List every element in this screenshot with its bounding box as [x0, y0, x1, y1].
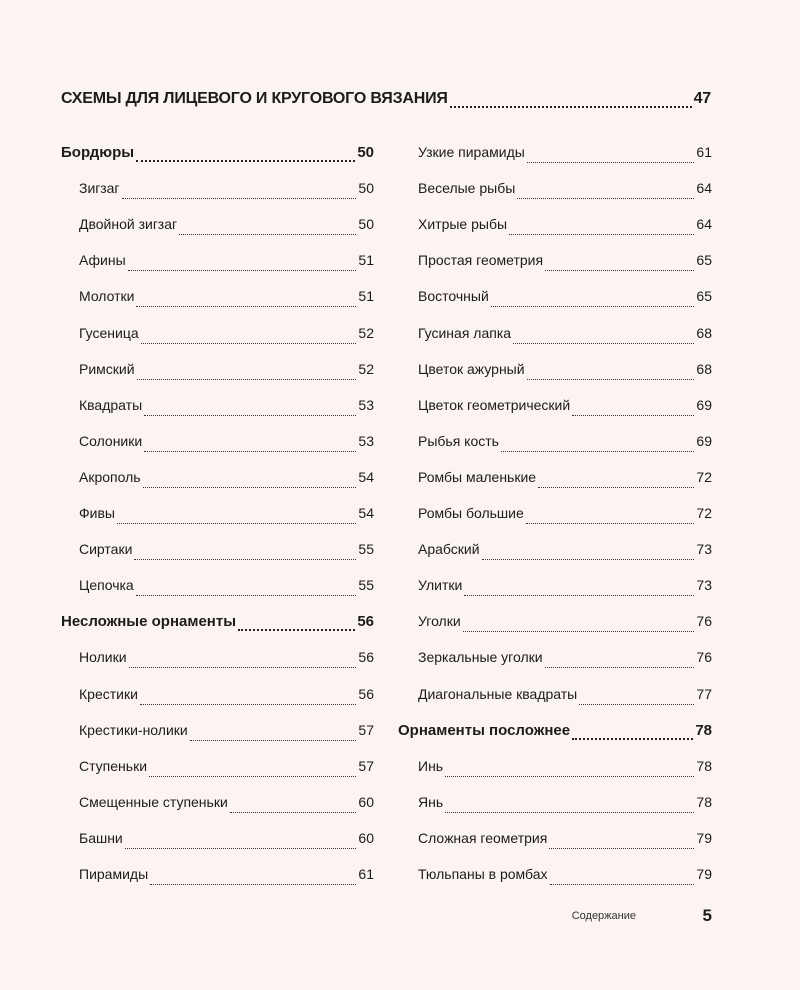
- toc-entry-label: Афины: [79, 252, 126, 269]
- toc-entry-label: Цепочка: [79, 577, 134, 594]
- toc-entry-page: 68: [696, 324, 712, 341]
- toc-entry-label: Цветок ажурный: [418, 360, 525, 377]
- toc-entry-label: Восточный: [418, 288, 489, 305]
- toc-entry-page: 52: [358, 360, 374, 377]
- toc-entry: [79, 469, 374, 491]
- toc-entry: [79, 577, 374, 599]
- toc-entry-page: 76: [696, 649, 712, 666]
- toc-entry-label: Крестики-нолики: [79, 721, 188, 738]
- dot-leader: [143, 487, 357, 488]
- toc-entry: [79, 866, 374, 888]
- toc-entry-label: Зигзаг: [79, 180, 120, 197]
- toc-entry: [418, 577, 712, 599]
- toc-entry-label: Римский: [79, 360, 135, 377]
- toc-entry-label: Крестики: [79, 685, 138, 702]
- toc-entry-label: Ромбы большие: [418, 505, 524, 521]
- toc-entry-page: 60: [358, 793, 374, 810]
- toc-entry-label: Двойной зигзаг: [79, 216, 178, 233]
- dot-leader: [125, 848, 357, 849]
- dot-leader: [128, 270, 357, 271]
- dot-leader: [140, 704, 357, 705]
- dot-leader: [527, 162, 695, 163]
- toc-entry-label: Несложные орнаменты: [61, 613, 237, 631]
- footer-page-number: 5: [702, 906, 712, 925]
- dot-leader: [238, 629, 355, 631]
- toc-entry: [418, 866, 712, 888]
- toc-entry: [418, 288, 712, 310]
- toc-entry-label: Веселые рыбы: [418, 180, 516, 197]
- toc-entry: [418, 794, 712, 816]
- toc-entry-page: 77: [696, 685, 712, 702]
- dot-leader: [450, 106, 692, 108]
- toc-entry: [79, 180, 374, 202]
- toc-entry: [79, 433, 374, 455]
- toc-entry-page: 69: [696, 396, 712, 413]
- toc-entry: [418, 361, 712, 383]
- toc-entry: [418, 505, 712, 527]
- toc-entry: [418, 469, 712, 491]
- toc-entry-label: Пирамиды: [79, 866, 149, 882]
- toc-entry-page: 51: [358, 252, 374, 269]
- toc-entry-label: Бордюры: [61, 144, 135, 161]
- dot-leader: [136, 595, 357, 596]
- dot-leader: [509, 234, 694, 235]
- dot-leader: [230, 812, 357, 813]
- toc-entry: [79, 722, 374, 744]
- dot-leader: [491, 306, 695, 307]
- toc-entry: [79, 758, 374, 780]
- toc-entry: [79, 361, 374, 383]
- toc-entry-page: 65: [696, 288, 712, 305]
- toc-entry-page: 73: [696, 541, 712, 558]
- toc-entry-label: Янь: [418, 793, 444, 810]
- dot-leader: [463, 631, 695, 632]
- toc-entry-page: 79: [696, 866, 712, 882]
- toc-entry-page: 56: [357, 613, 374, 631]
- toc-entry-label: Ромбы маленькие: [418, 468, 537, 485]
- toc-entry: [418, 613, 712, 635]
- toc-entry: [79, 794, 374, 816]
- dot-leader: [136, 306, 356, 307]
- dot-leader: [538, 487, 694, 488]
- toc-entry-page: 69: [696, 432, 712, 449]
- toc-entry-label: Гусеница: [79, 324, 139, 341]
- toc-entry-page: 55: [358, 577, 374, 594]
- toc-entry-page: 76: [696, 613, 712, 630]
- toc-entry-page: 65: [696, 252, 712, 269]
- toc-entry-label: Акрополь: [79, 468, 141, 485]
- dot-leader: [517, 198, 694, 199]
- dot-leader: [134, 559, 356, 560]
- toc-entry: [418, 541, 712, 563]
- toc-entry: [79, 216, 374, 238]
- dot-leader: [129, 667, 357, 668]
- dot-leader: [572, 415, 694, 416]
- toc-entry-page: 52: [358, 324, 374, 341]
- toc-entry: [418, 325, 712, 347]
- toc-entry-page: 53: [358, 396, 374, 413]
- toc-entry: [418, 433, 712, 455]
- toc-entry: [418, 144, 712, 166]
- toc-entry: [418, 397, 712, 419]
- dot-leader: [482, 559, 695, 560]
- dot-leader: [122, 198, 357, 199]
- toc-entry-page: 54: [358, 505, 374, 521]
- toc-entry-label: Рыбья кость: [418, 432, 499, 449]
- toc-entry-page: 64: [696, 216, 712, 233]
- toc-entry-page: 53: [358, 432, 374, 449]
- toc-heading-entry: [61, 613, 374, 635]
- toc-entry-page: 56: [358, 649, 374, 666]
- dot-leader: [179, 234, 356, 235]
- toc-entry-label: Тюльпаны в ромбах: [418, 866, 548, 882]
- toc-entry: [79, 252, 374, 274]
- toc-entry-page: 54: [358, 468, 374, 485]
- toc-entry: [79, 505, 374, 527]
- section-title-page: 47: [693, 90, 711, 107]
- toc-entry-label: Сиртаки: [79, 541, 133, 558]
- toc-entry-page: 61: [358, 866, 374, 882]
- dot-leader: [545, 667, 695, 668]
- toc-entry-page: 61: [696, 144, 712, 160]
- toc-entry-label: Хитрые рыбы: [418, 216, 508, 233]
- toc-entry-label: Квадраты: [79, 396, 143, 413]
- toc-entry: [79, 686, 374, 708]
- toc-entry-label: Ступеньки: [79, 757, 148, 774]
- toc-entry: [418, 830, 712, 852]
- dot-leader: [526, 523, 695, 524]
- toc-entry-label: Узкие пирамиды: [418, 144, 525, 160]
- toc-entry: [418, 649, 712, 671]
- dot-leader: [150, 884, 356, 885]
- dot-leader: [445, 776, 694, 777]
- toc-entry-page: 78: [696, 757, 712, 774]
- toc-heading-entry: [61, 144, 374, 166]
- toc-entry: [418, 758, 712, 780]
- toc-heading-entry: [398, 722, 712, 744]
- dot-leader: [572, 738, 693, 740]
- toc-entry-label: Арабский: [418, 541, 480, 558]
- dot-leader: [545, 270, 694, 271]
- toc-entry-label: Гусиная лапка: [418, 324, 512, 341]
- toc-entry: [418, 180, 712, 202]
- toc-entry-page: 57: [358, 721, 374, 738]
- dot-leader: [445, 812, 694, 813]
- dot-leader: [513, 343, 694, 344]
- toc-entry-page: 56: [358, 685, 374, 702]
- dot-leader: [117, 523, 356, 524]
- toc-entry-page: 51: [358, 288, 374, 305]
- toc-entry-page: 50: [357, 144, 374, 161]
- toc-entry-page: 64: [696, 180, 712, 197]
- dot-leader: [501, 451, 694, 452]
- dot-leader: [550, 884, 695, 885]
- toc-entry-page: 50: [358, 216, 374, 233]
- toc-entry-label: Сложная геометрия: [418, 829, 548, 846]
- toc-entry: [418, 686, 712, 708]
- dot-leader: [527, 379, 695, 380]
- toc-entry: [418, 216, 712, 238]
- page-footer: [0, 906, 800, 928]
- dot-leader: [137, 379, 357, 380]
- toc-entry-page: 78: [695, 721, 712, 739]
- toc-entry-page: 79: [696, 829, 712, 846]
- toc-entry-label: Молотки: [79, 288, 135, 305]
- dot-leader: [579, 704, 694, 705]
- toc-entry-label: Уголки: [418, 613, 461, 630]
- toc-entry-page: 57: [358, 757, 374, 774]
- toc-entry-label: Простая геометрия: [418, 252, 544, 269]
- toc-entry-page: 68: [696, 360, 712, 377]
- toc-entry: [79, 325, 374, 347]
- dot-leader: [549, 848, 694, 849]
- toc-entry: [79, 288, 374, 310]
- toc-entry-page: 78: [696, 793, 712, 810]
- toc-entry-label: Диагональные квадраты: [418, 685, 578, 702]
- toc-entry-label: Смещенные ступеньки: [79, 793, 228, 810]
- toc-entry-page: 55: [358, 541, 374, 558]
- toc-entry-label: Солоники: [79, 432, 143, 449]
- toc-entry-label: Фивы: [79, 505, 115, 521]
- toc-entry-label: Улитки: [418, 577, 463, 594]
- toc-entry-label: Цветок геометрический: [418, 396, 571, 413]
- section-title-label: СХЕМЫ ДЛЯ ЛИЦЕВОГО И КРУГОВОГО ВЯЗАНИЯ: [61, 90, 448, 107]
- toc-entry-page: 50: [358, 180, 374, 197]
- toc-entry: [79, 541, 374, 563]
- toc-entry: [79, 397, 374, 419]
- dot-leader: [464, 595, 694, 596]
- dot-leader: [136, 160, 355, 162]
- toc-entry-page: 72: [696, 505, 712, 521]
- toc-entry-page: 60: [358, 829, 374, 846]
- toc-entry-page: 72: [696, 468, 712, 485]
- toc-entry-label: Зеркальные уголки: [418, 649, 543, 666]
- dot-leader: [141, 343, 357, 344]
- dot-leader: [149, 776, 356, 777]
- toc-entry: [79, 649, 374, 671]
- footer-running-title: Содержание: [571, 910, 636, 922]
- toc-entry: [418, 252, 712, 274]
- toc-section-title: [61, 90, 711, 112]
- toc-entry-label: Инь: [418, 757, 444, 774]
- toc-entry-page: 73: [696, 577, 712, 594]
- dot-leader: [190, 740, 357, 741]
- dot-leader: [144, 451, 356, 452]
- toc-entry-label: Башни: [79, 829, 123, 846]
- toc-entry: [79, 830, 374, 852]
- dot-leader: [144, 415, 356, 416]
- toc-entry-label: Нолики: [79, 649, 127, 666]
- toc-entry-label: Орнаменты посложнее: [398, 721, 571, 739]
